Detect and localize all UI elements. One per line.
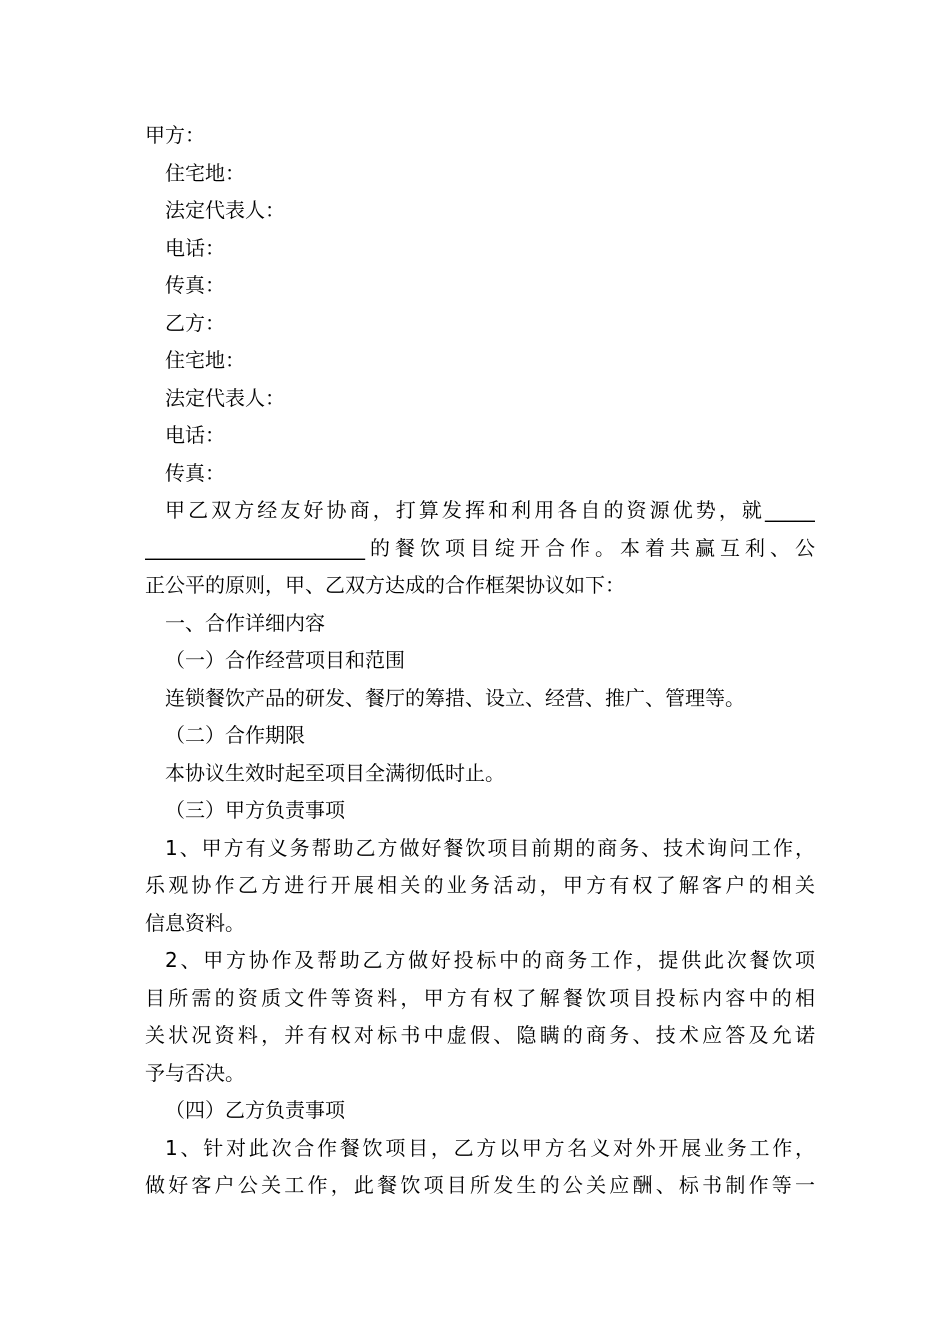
- text-line: ______________________的餐饮项目绽开合作。本着共赢互利、公: [145, 535, 815, 560]
- text-line: 连锁餐饮产品的研发、餐厅的筹措、设立、经营、推广、管理等。: [165, 685, 745, 710]
- text-line: 2、甲方协作及帮助乙方做好投标中的商务工作，提供此次餐饮项: [165, 948, 815, 972]
- text-line: 住宅地：: [165, 348, 245, 372]
- text-line: 甲方：: [145, 123, 205, 147]
- text-line: 关状况资料，并有权对标书中虚假、隐瞒的商务、技术应答及允诺: [145, 1023, 815, 1047]
- text-line: 信息资料。: [145, 910, 245, 935]
- text-line: 法定代表人：: [165, 385, 285, 410]
- document-body: [145, 117, 815, 1205]
- text-line: 乙方：: [165, 310, 225, 335]
- text-line: （四）乙方负责事项: [165, 1098, 345, 1122]
- text-line: 1、针对此次合作餐饮项目，乙方以甲方名义对外开展业务工作，: [165, 1135, 815, 1160]
- text-line: 正公平的原则，甲、乙双方达成的合作框架协议如下：: [145, 573, 625, 597]
- text-line: （一）合作经营项目和范围: [165, 648, 405, 672]
- text-line: 甲乙双方经友好协商，打算发挥和利用各自的资源优势，就_____: [165, 498, 815, 522]
- text-line: 本协议生效时起至项目全满彻低时止。: [165, 760, 505, 785]
- text-line: （三）甲方负责事项: [165, 798, 345, 822]
- text-line: 予与否决。: [145, 1060, 245, 1085]
- text-line: 法定代表人：: [165, 198, 285, 222]
- text-line: 目所需的资质文件等资料，甲方有权了解餐饮项目投标内容中的相: [145, 985, 815, 1010]
- text-line: 住宅地：: [165, 160, 245, 185]
- text-line: 传真：: [165, 273, 225, 297]
- text-line: 电话：: [165, 423, 225, 447]
- text-line: 乐观协作乙方进行开展相关的业务活动，甲方有权了解客户的相关: [145, 873, 815, 897]
- text-line: 一、合作详细内容: [165, 610, 325, 635]
- text-line: 传真：: [165, 460, 225, 485]
- text-line: 做好客户公关工作，此餐饮项目所发生的公关应酬、标书制作等一: [145, 1173, 815, 1197]
- text-line: （二）合作期限: [165, 723, 305, 747]
- text-line: 电话：: [165, 235, 225, 260]
- text-line: 1、甲方有义务帮助乙方做好餐饮项目前期的商务、技术询问工作，: [165, 835, 815, 860]
